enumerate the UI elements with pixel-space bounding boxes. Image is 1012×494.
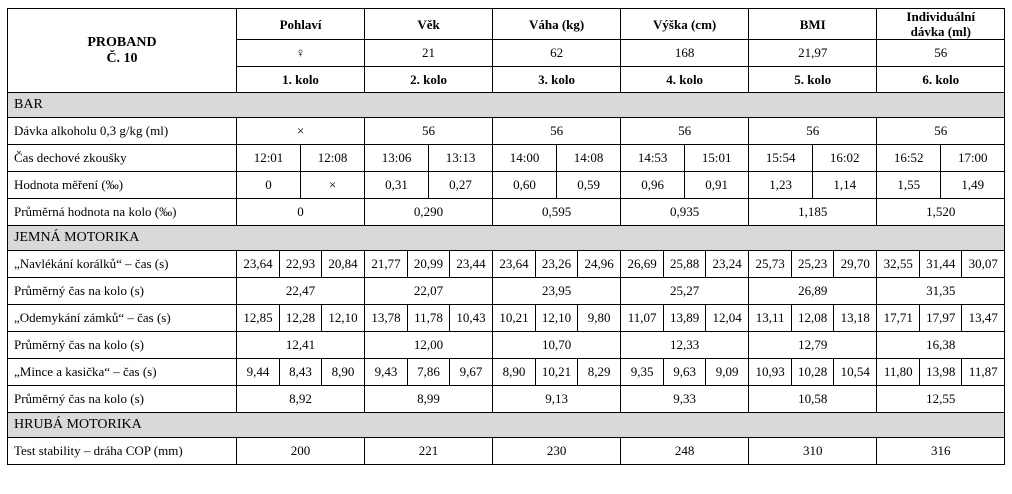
round-label: 1. kolo [237,67,365,93]
cell-avg: 12,79 [749,332,877,359]
cell-cop: 310 [749,438,877,465]
cell-coins: 9,44 [237,359,280,386]
header-davka [877,9,1005,40]
cell-coins: 9,35 [621,359,664,386]
cell-measure: 0 [237,172,301,199]
cell-cop: 230 [493,438,621,465]
cell-measure: × [301,172,365,199]
cell-locks: 13,11 [749,305,792,332]
cell-coins: 8,43 [280,359,322,386]
value-pohlavi: ♀ [237,40,365,67]
cell-time: 16:02 [813,145,877,172]
cell-avg: 0,935 [621,199,749,226]
cell-beads: 20,84 [322,251,365,278]
cell-avg: 12,33 [621,332,749,359]
cell-beads: 22,93 [280,251,322,278]
value-bmi: 21,97 [749,40,877,67]
cell-avg: 0,290 [365,199,493,226]
cell-measure: 1,49 [941,172,1005,199]
cell-avg: 9,33 [621,386,749,413]
cell-beads: 21,77 [365,251,408,278]
cell-avg: 9,13 [493,386,621,413]
cell-locks: 12,04 [706,305,749,332]
cell-coins: 10,93 [749,359,792,386]
value-vyska: 168 [621,40,749,67]
cell-locks: 13,18 [834,305,877,332]
cell-avg: 0,595 [493,199,621,226]
cell-avg: 10,58 [749,386,877,413]
cell-time: 14:53 [621,145,685,172]
header-pohlavi: Pohlaví [237,9,365,40]
round-label: 3. kolo [493,67,621,93]
row-label: Průměrný čas na kolo (s) [8,332,237,359]
cell-measure: 0,60 [493,172,557,199]
row-locks [8,305,1005,332]
row-bar-avg [8,199,1005,226]
value-vek: 21 [365,40,493,67]
section-fine [8,226,1005,251]
cell-beads: 26,69 [621,251,664,278]
cell-beads: 23,64 [237,251,280,278]
row-label: „Navlékání korálků“ – čas (s) [8,251,237,278]
cell-time: 17:00 [941,145,1005,172]
row-beads-avg [8,278,1005,305]
row-dose [8,118,1005,145]
cell-locks: 13,89 [664,305,706,332]
cell-coins: 8,29 [578,359,621,386]
cell-measure: 0,27 [429,172,493,199]
cell-cop: 200 [237,438,365,465]
cell-cop: 248 [621,438,749,465]
header-davka-line1: Individuální [906,9,976,24]
cell-coins: 13,98 [920,359,962,386]
section-bar [8,93,1005,118]
cell-locks: 12,28 [280,305,322,332]
cell-beads: 20,99 [408,251,450,278]
proband-number: Č. 10 [106,50,138,66]
cell-time: 15:54 [749,145,813,172]
cell-coins: 8,90 [493,359,536,386]
cell-locks: 10,21 [493,305,536,332]
cell-coins: 7,86 [408,359,450,386]
section-title-fine: JEMNÁ MOTORIKA [8,226,1005,251]
section-title-bar: BAR [8,93,1005,118]
row-label: Čas dechové zkoušky [8,145,237,172]
cell-beads: 24,96 [578,251,621,278]
cell-coins: 9,67 [450,359,493,386]
header-vaha: Váha (kg) [493,9,621,40]
cell-coins: 9,09 [706,359,749,386]
cell-locks: 12,10 [536,305,578,332]
value-davka: 56 [877,40,1005,67]
cell-avg: 12,00 [365,332,493,359]
cell-avg: 22,07 [365,278,493,305]
cell-coins: 10,54 [834,359,877,386]
row-cop [8,438,1005,465]
row-coins [8,359,1005,386]
cell-beads: 25,88 [664,251,706,278]
cell-avg: 8,99 [365,386,493,413]
cell-beads: 25,73 [749,251,792,278]
cell-avg: 16,38 [877,332,1005,359]
cell-dose: 56 [493,118,621,145]
cell-locks: 9,80 [578,305,621,332]
cell-avg: 8,92 [237,386,365,413]
cell-coins: 10,21 [536,359,578,386]
cell-avg: 1,185 [749,199,877,226]
cell-measure: 1,55 [877,172,941,199]
cell-coins: 9,43 [365,359,408,386]
cell-beads: 23,64 [493,251,536,278]
round-label: 4. kolo [621,67,749,93]
round-label: 5. kolo [749,67,877,93]
cell-avg: 10,70 [493,332,621,359]
cell-dose: 56 [749,118,877,145]
cell-locks: 17,97 [920,305,962,332]
cell-measure: 0,91 [685,172,749,199]
row-label: Průměrná hodnota na kolo (‰) [8,199,237,226]
proband-label: PROBAND [87,34,157,50]
cell-beads: 25,23 [792,251,834,278]
round-label: 2. kolo [365,67,493,93]
cell-locks: 12,10 [322,305,365,332]
cell-beads: 23,26 [536,251,578,278]
proband-results-table [7,8,1005,465]
cell-dose: 56 [877,118,1005,145]
cell-time: 12:08 [301,145,365,172]
cell-time: 15:01 [685,145,749,172]
cell-time: 12:01 [237,145,301,172]
cell-coins: 8,90 [322,359,365,386]
proband-title [8,9,237,93]
cell-locks: 11,07 [621,305,664,332]
cell-cop: 221 [365,438,493,465]
cell-avg: 25,27 [621,278,749,305]
cell-locks: 10,43 [450,305,493,332]
cell-dose: × [237,118,365,145]
cell-beads: 31,44 [920,251,962,278]
row-beads [8,251,1005,278]
header-vyska: Výška (cm) [621,9,749,40]
cell-locks: 11,78 [408,305,450,332]
row-label: Průměrný čas na kolo (s) [8,386,237,413]
row-label: Průměrný čas na kolo (s) [8,278,237,305]
cell-coins: 10,28 [792,359,834,386]
row-measures [8,172,1005,199]
cell-coins: 9,63 [664,359,706,386]
cell-coins: 11,80 [877,359,920,386]
row-label: Dávka alkoholu 0,3 g/kg (ml) [8,118,237,145]
row-coins-avg [8,386,1005,413]
cell-avg: 12,41 [237,332,365,359]
cell-measure: 1,14 [813,172,877,199]
value-vaha: 62 [493,40,621,67]
cell-time: 13:13 [429,145,493,172]
cell-avg: 23,95 [493,278,621,305]
row-locks-avg [8,332,1005,359]
cell-measure: 0,96 [621,172,685,199]
cell-avg: 0 [237,199,365,226]
cell-time: 14:08 [557,145,621,172]
header-row [8,9,1005,40]
header-davka-line2: dávka (ml) [910,24,971,39]
cell-time: 13:06 [365,145,429,172]
cell-avg: 31,35 [877,278,1005,305]
cell-locks: 13,47 [962,305,1005,332]
cell-avg: 1,520 [877,199,1005,226]
cell-beads: 30,07 [962,251,1005,278]
cell-locks: 12,08 [792,305,834,332]
round-label: 6. kolo [877,67,1005,93]
cell-measure: 1,23 [749,172,813,199]
header-bmi: BMI [749,9,877,40]
cell-avg: 22,47 [237,278,365,305]
cell-locks: 13,78 [365,305,408,332]
cell-measure: 0,31 [365,172,429,199]
cell-time: 16:52 [877,145,941,172]
cell-measure: 0,59 [557,172,621,199]
cell-beads: 23,44 [450,251,493,278]
cell-beads: 23,24 [706,251,749,278]
section-title-gross: HRUBÁ MOTORIKA [8,413,1005,438]
cell-dose: 56 [365,118,493,145]
cell-dose: 56 [621,118,749,145]
row-times [8,145,1005,172]
cell-coins: 11,87 [962,359,1005,386]
cell-time: 14:00 [493,145,557,172]
cell-locks: 12,85 [237,305,280,332]
cell-avg: 26,89 [749,278,877,305]
row-label: „Mince a kasička“ – čas (s) [8,359,237,386]
cell-locks: 17,71 [877,305,920,332]
cell-beads: 29,70 [834,251,877,278]
row-label: Test stability – dráha COP (mm) [8,438,237,465]
section-gross [8,413,1005,438]
header-vek: Věk [365,9,493,40]
cell-cop: 316 [877,438,1005,465]
cell-beads: 32,55 [877,251,920,278]
cell-avg: 12,55 [877,386,1005,413]
row-label: Hodnota měření (‰) [8,172,237,199]
row-label: „Odemykání zámků“ – čas (s) [8,305,237,332]
